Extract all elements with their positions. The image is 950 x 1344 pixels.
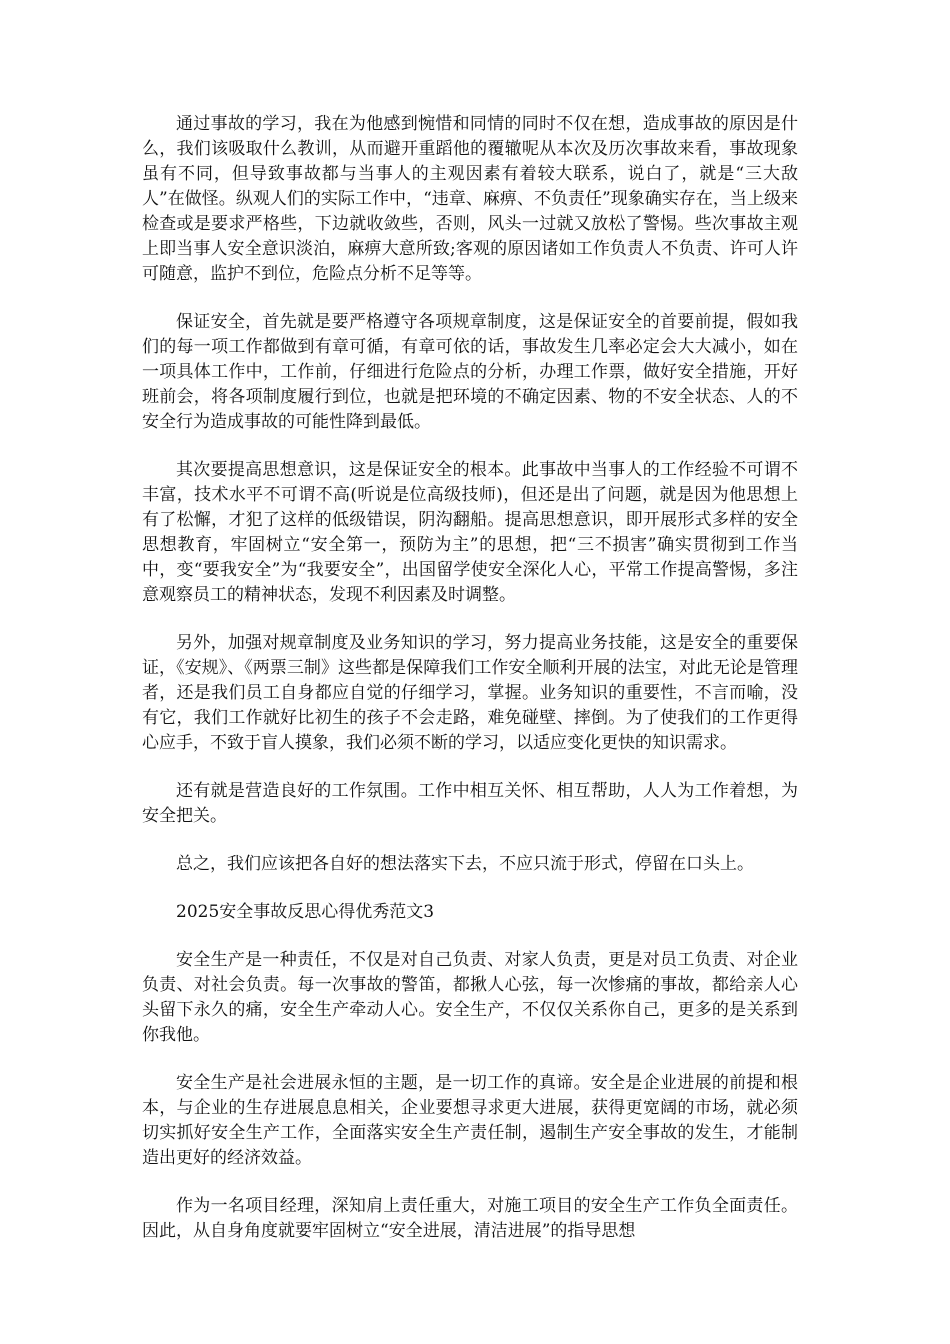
paragraph-safety-responsibility: 安全生产是一种责任，不仅是对自己负责、对家人负责，更是对员工负责、对企业负责、对社会负责。每一次事故的警笛，都揪人心弦，每一次惨痛的事故，都给亲人心头留下永久的痛，安全生产牵动人心。安全生产，不仅仅关系你自己，更多的是关系到你我他。 xyxy=(142,950,798,1045)
paragraph-conclusion: 总之，我们应该把各自好的想法落实下去，不应只流于形式，停留在口头上。 xyxy=(176,854,754,874)
document-page xyxy=(142,112,798,1267)
section-heading: 2025安全事故反思心得优秀范文3 xyxy=(176,902,435,922)
paragraph-project-manager: 作为一名项目经理，深知肩上责任重大，对施工项目的安全生产工作负全面责任。因此，从自身角度就要牢固树立“安全进展，清洁进展”的指导思想 xyxy=(142,1196,798,1241)
paragraph-work-atmosphere: 还有就是营造良好的工作氛围。工作中相互关怀、相互帮助，人人为工作着想，为安全把关。 xyxy=(142,781,798,826)
paragraph-learn-regulations: 另外，加强对规章制度及业务知识的学习，努力提高业务技能，这是安全的重要保证，《安规》、《两票三制》这些都是保障我们工作安全顺利开展的法宝，对此无论是管理者，还是我们员工自身都应自觉的仔细学习，掌握。业务知识的重要性，不言而喻，没有它，我们工作就好比初生的孩子不会走路，难免碰壁、摔倒。为了使我们的工作更得心应手，不致于盲人摸象，我们必须不断的学习，以适应变化更快的知识需求。 xyxy=(142,633,798,753)
paragraph-safety-theme: 安全生产是社会进展永恒的主题，是一切工作的真谛。安全是企业进展的前提和根本，与企业的生存进展息息相关，企业要想寻求更大进展，获得更宽阔的市场，就必须切实抓好安全生产工作，全面落实安全生产责任制，遏制生产安全事故的发生，才能制造出更好的经济效益。 xyxy=(142,1073,798,1168)
paragraph-accident-reflection: 通过事故的学习，我在为他感到惋惜和同情的同时不仅在想，造成事故的原因是什么，我们该吸取什么教训，从而避开重蹈他的覆辙呢从本次及历次事故来看，事故现象虽有不同，但导致事故都与当事人的主观因素有着较大联系，说白了，就是“三大敌人”在做怪。纵观人们的实际工作中，“违章、麻痹、不负责任”现象确实存在，当上级来检查或是要求严格些，下边就收敛些，否则，风头一过就又放松了警惕。些次事故主观上即当事人安全意识淡泊，麻痹大意所致;客观的原因诸如工作负责人不负责、许可人许可随意，监护不到位，危险点分析不足等等。 xyxy=(142,114,798,284)
paragraph-raise-awareness: 其次要提高思想意识，这是保证安全的根本。此事故中当事人的工作经验不可谓不丰富，技术水平不可谓不高(听说是位高级技师)，但还是出了问题，就是因为他思想上有了松懈，才犯了这样的低级错误，阴沟翻船。提高思想意识，即开展形式多样的安全思想教育，牢固树立“安全第一，预防为主”的思想，把“三不损害”确实贯彻到工作当中，变“要我安全”为“我要安全”，出国留学使安全深化人心，平常工作提高警惕，多注意观察员工的精神状态，发现不利因素及时调整。 xyxy=(142,460,798,605)
paragraph-follow-rules: 保证安全，首先就是要严格遵守各项规章制度，这是保证安全的首要前提，假如我们的每一项工作都做到有章可循，有章可依的话，事故发生几率必定会大大减小，如在一项具体工作中，工作前，仔细进行危险点的分析，办理工作票，做好安全措施，开好班前会，将各项制度履行到位，也就是把环境的不确定因素、物的不安全状态、人的不安全行为造成事故的可能性降到最低。 xyxy=(142,312,798,432)
